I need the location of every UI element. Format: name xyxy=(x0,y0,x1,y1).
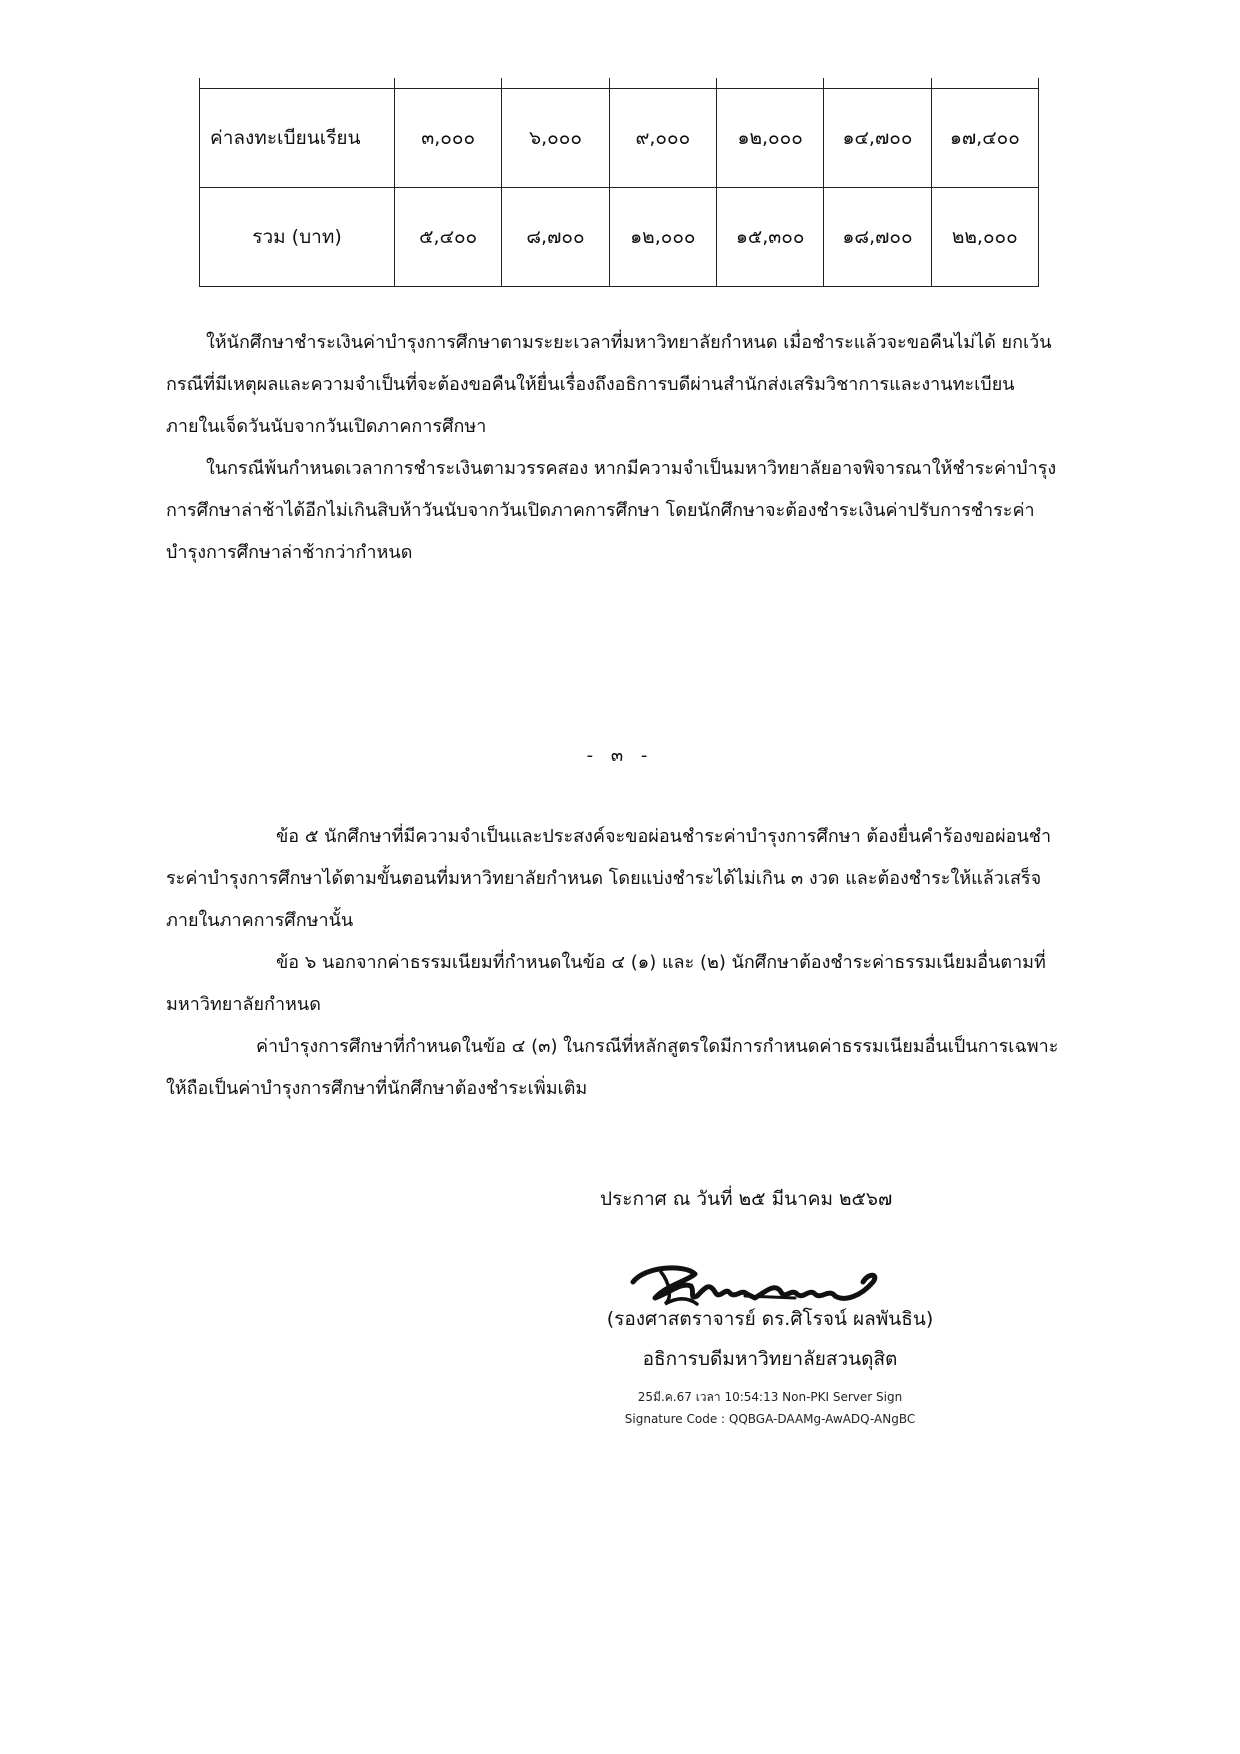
paragraph-line: ภายในภาคการศึกษานั้น xyxy=(166,910,354,931)
paragraph-line: กรณีที่มีเหตุผลและความจำเป็นที่จะต้องขอคืนให้ยื่นเรื่องถึงอธิการบดีผ่านสำนักส่งเสริมวิชาการและงานทะเบียน xyxy=(166,374,1015,395)
paragraph-line: ภายในเจ็ดวันนับจากวันเปิดภาคการศึกษา xyxy=(166,416,487,437)
clause-6-continued xyxy=(166,1026,1074,1110)
fee-table xyxy=(199,78,1039,287)
clause-5 xyxy=(166,816,1074,942)
signer-title: อธิการบดีมหาวิทยาลัยสวนดุสิต xyxy=(642,1348,898,1370)
table-cell: ๑๒,๐๐๐ xyxy=(716,89,823,188)
table-cell: ๑๘,๗๐๐ xyxy=(824,188,931,287)
signature-code: Signature Code : QQBGA-DAAMg-AwADQ-ANgBC xyxy=(624,1412,916,1426)
page-number: - ๓ - xyxy=(586,745,654,766)
paragraph-line: ข้อ ๕ นักศึกษาที่มีความจำเป็นและประสงค์จะขอผ่อนชำระค่าบำรุงการศึกษา ต้องยื่นคำร้องขอผ่อนชำ xyxy=(276,826,1052,847)
table-cell: ๒๒,๐๐๐ xyxy=(931,188,1038,287)
paragraph-line: บำรุงการศึกษาล่าช้ากว่ากำหนด xyxy=(166,542,413,563)
payment-paragraph xyxy=(166,322,1074,448)
signer-name: (รองศาสตราจารย์ ดร.ศิโรจน์ ผลพันธิน) xyxy=(606,1308,934,1330)
table-cell: ๑๗,๔๐๐ xyxy=(931,89,1038,188)
clause-6 xyxy=(166,942,1074,1026)
paragraph-line: มหาวิทยาลัยกำหนด xyxy=(166,994,321,1015)
paragraph-line: ข้อ ๖ นอกจากค่าธรรมเนียมที่กำหนดในข้อ ๔ (๑) และ (๒) นักศึกษาต้องชำระค่าธรรมเนียมอื่นตามที่ xyxy=(276,952,1046,973)
paragraph-line: การศึกษาล่าช้าได้อีกไม่เกินสิบห้าวันนับจากวันเปิดภาคการศึกษา โดยนักศึกษาจะต้องชำระเงินค่าปรับการชำระค่า xyxy=(166,500,1035,521)
sign-timestamp: 25มี.ค.67 เวลา 10:54:13 Non-PKI Server Sign xyxy=(637,1390,903,1404)
table-cell: ๖,๐๐๐ xyxy=(502,89,609,188)
paragraph-line: ให้ถือเป็นค่าบำรุงการศึกษาที่นักศึกษาต้องชำระเพิ่มเติม xyxy=(166,1078,588,1099)
table-cell: ๑๕,๓๐๐ xyxy=(716,188,823,287)
paragraph-line: ในกรณีพ้นกำหนดเวลาการชำระเงินตามวรรคสอง หากมีความจำเป็นมหาวิทยาลัยอาจพิจารณาให้ชำระค่าบำรุง xyxy=(206,458,1057,479)
table-cell: ๘,๗๐๐ xyxy=(502,188,609,287)
table-cell: ๑๔,๗๐๐ xyxy=(824,89,931,188)
announcement-date: ประกาศ ณ วันที่ ๒๕ มีนาคม ๒๕๖๗ xyxy=(600,1188,893,1210)
paragraph-line: ระค่าบำรุงการศึกษาได้ตามขั้นตอนที่มหาวิทยาลัยกำหนด โดยแบ่งชำระได้ไม่เกิน ๓ งวด และต้องชำระให้แล้วเสร็จ xyxy=(166,868,1042,889)
table-cell: ๙,๐๐๐ xyxy=(609,89,716,188)
paragraph-line: ค่าบำรุงการศึกษาที่กำหนดในข้อ ๔ (๓) ในกรณีที่หลักสูตรใดมีการกำหนดค่าธรรมเนียมอื่นเป็นการเฉพาะ xyxy=(256,1036,1059,1057)
row-label: รวม (บาท) xyxy=(200,188,395,287)
table-cell: ๓,๐๐๐ xyxy=(395,89,502,188)
table-cell: ๕,๔๐๐ xyxy=(395,188,502,287)
table-stub-row xyxy=(200,78,1039,89)
paragraph-line: ให้นักศึกษาชำระเงินค่าบำรุงการศึกษาตามระยะเวลาที่มหาวิทยาลัยกำหนด เมื่อชำระแล้วจะขอคืนไม่ได้ ยกเว้น xyxy=(206,332,1052,353)
table-row xyxy=(200,188,1039,287)
table-row xyxy=(200,89,1039,188)
row-label: ค่าลงทะเบียนเรียน xyxy=(200,89,395,188)
late-payment-paragraph xyxy=(166,448,1074,574)
table-cell: ๑๒,๐๐๐ xyxy=(609,188,716,287)
